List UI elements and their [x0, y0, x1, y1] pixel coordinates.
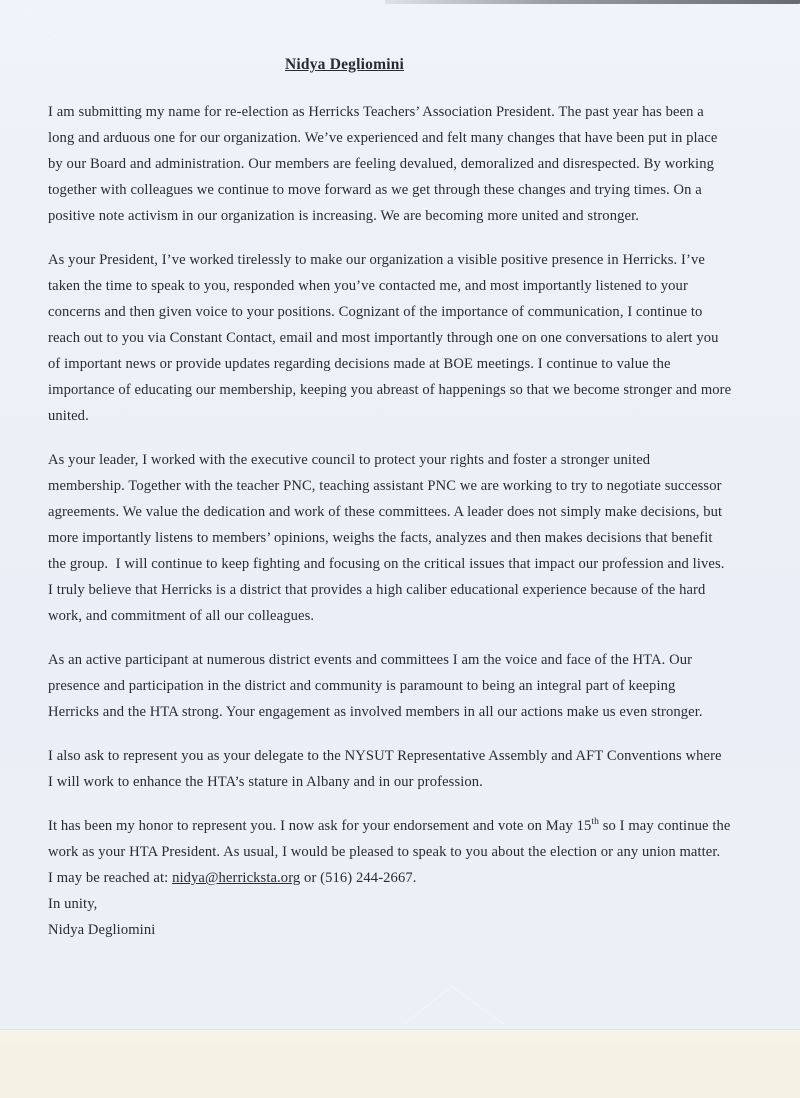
letter-line: by our Board and administration. Our members are feeling devalued, demoralized and disrespected. By working — [48, 156, 714, 172]
letter-line: work as your HTA President. As usual, I would be pleased to speak to you about the election or any union matter. — [48, 844, 721, 860]
letter-line: more importantly listens to members’ opinions, weighs the facts, analyzes and then makes decisions that benefit — [48, 530, 713, 546]
letter-line: Herricks and the HTA strong. Your engagement as involved members in all our actions make us even stronger. — [48, 704, 703, 720]
letter-line — [48, 865, 760, 891]
letter-paragraph — [48, 813, 760, 943]
letter-line: concerns and then given voice to your positions. Cognizant of the importance of communication, I continue to — [48, 304, 703, 320]
letter-title: Nidya Degliomini — [285, 56, 405, 73]
letter-line: As your leader, I worked with the executive council to protect your rights and foster a stronger united — [48, 452, 651, 468]
letter-line: As an active participant at numerous district events and committees I am the voice and face of the HTA. Our — [48, 652, 693, 668]
superscript-text: th — [591, 817, 599, 828]
text-segment: It has been my honor to represent you. I now ask for your endorsement and vote on May 15 — [48, 818, 592, 834]
letter-line: agreements. We value the dedication and work of these committees. A leader does not simply make decisions, but — [48, 504, 723, 520]
scan-edge-artifact — [385, 0, 800, 4]
letter-paragraph — [48, 647, 760, 725]
letter-line — [48, 813, 760, 839]
letter-line: long and arduous one for our organization. We’ve experienced and felt many changes that have been put in place — [48, 130, 718, 146]
letter-line: importance of educating our membership, keeping you abreast of happenings so that we become stronger and more — [48, 382, 732, 398]
text-segment: I may be reached at: — [48, 870, 173, 886]
letter-line: I am submitting my name for re-election as Herricks Teachers’ Association President. The past year has been a — [48, 104, 704, 120]
letter-line: of important news or provide updates regarding decisions made at BOE meetings. I continue to value the — [48, 356, 671, 372]
letter-line: together with colleagues we continue to move forward as we get through these changes and trying times. On a — [48, 182, 702, 198]
letter-line: membership. Together with the teacher PNC, teaching assistant PNC we are working to try to negotiate successor — [48, 478, 722, 494]
paper-crease — [449, 985, 504, 1025]
paper-crease — [2, 0, 57, 40]
letter-line: positive note activism in our organization is increasing. We are becoming more united and stronger. — [48, 208, 639, 224]
letter-line: I also ask to represent you as your delegate to the NYSUT Representative Assembly and AFT Conventions where — [48, 748, 722, 764]
letter-body — [48, 99, 760, 943]
letter-paragraph — [48, 743, 760, 795]
letter-paragraph — [48, 99, 760, 229]
letter-line: Nidya Degliomini — [48, 922, 156, 938]
letter-line: work, and commitment of all our colleagues. — [48, 608, 315, 624]
letter-line: reach out to you via Constant Contact, email and most importantly through one on one conversations to alert you — [48, 330, 719, 346]
letter-line: I will work to enhance the HTA’s stature in Albany and in our profession. — [48, 774, 483, 790]
letter-content — [48, 52, 760, 943]
paper-crease — [404, 988, 451, 1025]
scanner-tray-background — [0, 1030, 800, 1098]
letter-line: the group. I will continue to keep fighting and focusing on the critical issues that impact our profession and lives. — [48, 556, 725, 572]
letter-line: presence and participation in the district and community is paramount to being an integral part of keeping — [48, 678, 676, 694]
letter-line: In unity, — [48, 896, 98, 912]
letter-line: As your President, I’ve worked tirelessly to make our organization a visible positive presence in Herricks. I’ve — [48, 252, 705, 268]
letter-line: taken the time to speak to you, responded when you’ve contacted me, and most importantly listened to your — [48, 278, 688, 294]
letter-line: united. — [48, 408, 89, 424]
letter-line: I truly believe that Herricks is a district that provides a high caliber educational experience because of the hard — [48, 582, 706, 598]
text-segment: or (516) 244-2667. — [300, 870, 417, 886]
letter-paragraph — [48, 247, 760, 429]
text-segment: so I may continue the — [598, 818, 731, 834]
letter-paragraph — [48, 447, 760, 629]
email-link: nidya@herricksta.org — [172, 870, 301, 886]
